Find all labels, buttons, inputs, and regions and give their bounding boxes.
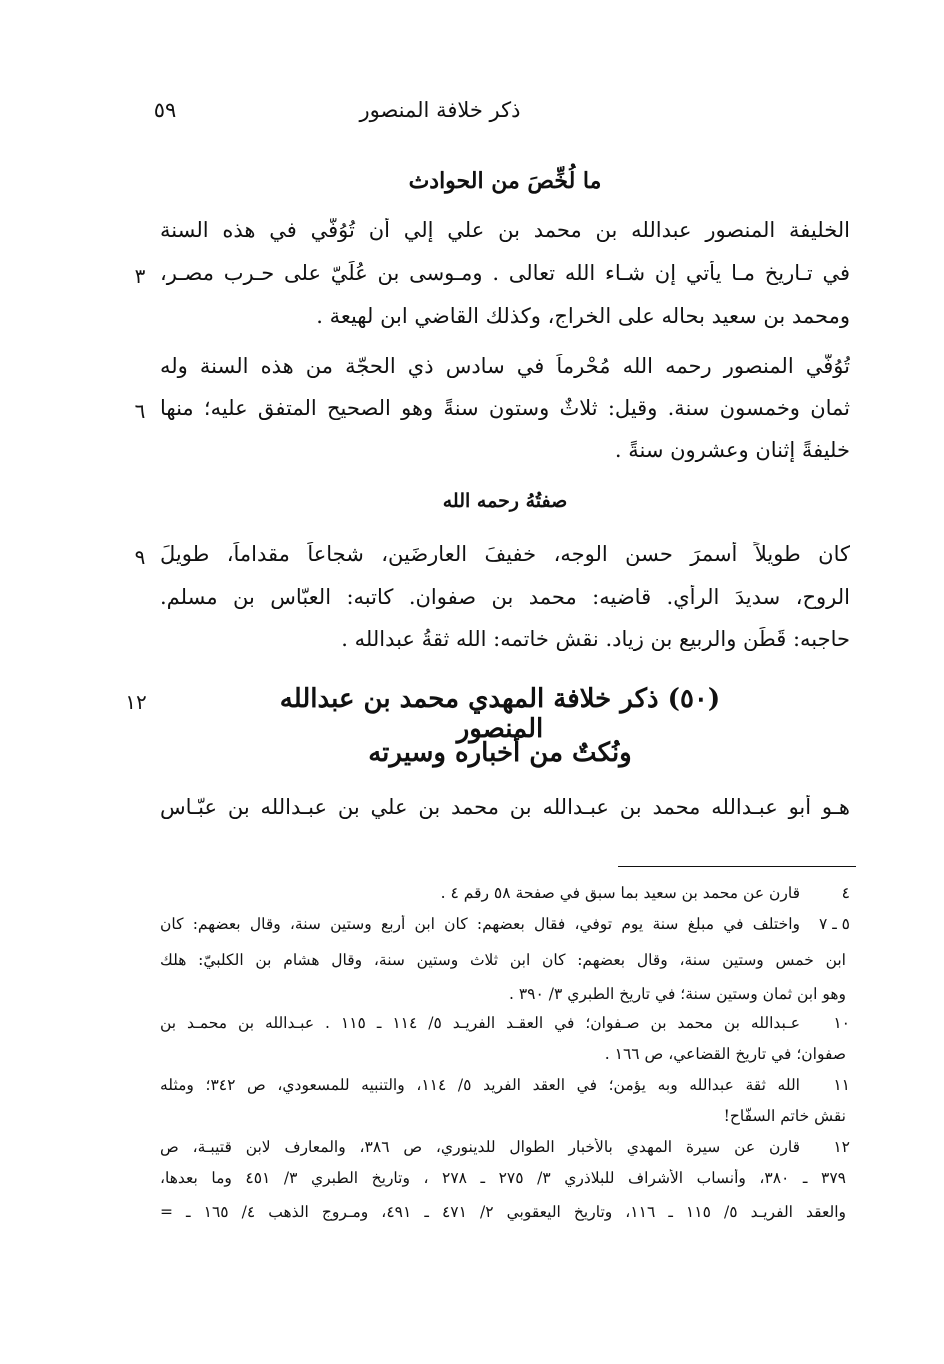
footnote-line: قارن عن سيرة المهدي بالأخبار الطوال للدينوري، ص ٣٨٦، والمعارف لابن قتيبـة، ص bbox=[160, 1138, 800, 1156]
footnote-number: ١٢ bbox=[833, 1138, 850, 1156]
margin-line-number: ٩ bbox=[134, 545, 146, 569]
footnote-line: وهو ابن ثمان وستين سنة؛ في تاريخ الطبري ٣/ ٣٩٠ . bbox=[508, 985, 846, 1003]
footnote-line: نقش خاتم السفّاح! bbox=[723, 1107, 846, 1125]
running-header-title: ذكر خلافة المنصور bbox=[359, 98, 521, 122]
section-heading-events: ما لُخِّصَ من الحوادث bbox=[408, 168, 602, 194]
margin-line-number: ١٢ bbox=[125, 690, 147, 714]
footnote-line: صفوان؛ في تاريخ القضاعي، ص ١٦٦ . bbox=[604, 1045, 846, 1063]
section-heading-description: صفتُهُ رحمه الله bbox=[442, 490, 568, 512]
paragraph-line: خليفةً إثنان وعشرون سنةً . bbox=[614, 438, 850, 462]
footnote-line: قارن عن محمد بن سعيد بما سبق في صفحة ٥٨ رقم ٤ . bbox=[440, 884, 800, 902]
paragraph-line: الروح، سديدَ الرأي. قاضيه: محمد بن صفوان. كاتبه: العبّاس بن مسلم. bbox=[160, 585, 850, 609]
page-number: ٥٩ bbox=[153, 98, 177, 122]
footnote-line: الله ثقة عبدالله وبه يؤمن؛ في العقد الفريد ٥/ ١١٤، والتنبيه للمسعودي، ص ٣٤٢؛ ومثله bbox=[160, 1076, 800, 1094]
footnote-number: ١١ bbox=[833, 1076, 850, 1094]
footnote-line: ٣٧٩ ـ ٣٨٠، وأنساب الأشراف للبلاذري ٣/ ٢٧٥ ـ ٢٧٨ ، وتاريخ الطبري ٣/ ٤٥١ وما بعدها، bbox=[160, 1169, 846, 1187]
paragraph-line: ومحمد بن سعيد بحاله على الخراج، وكذلك القاضي ابن لهيعة . bbox=[316, 304, 850, 328]
footnote-line: عـبدالله بن محمد بن صـفوان؛ في العقـد الفريـد ٥/ ١١٤ ـ ١١٥ . عبـدالله بن محمـد بن bbox=[160, 1014, 800, 1032]
footnote-number: ٥ ـ ٧ bbox=[818, 915, 850, 933]
footnote-line: واختلف في مبلغ سنة يوم توفي، فقال بعضهم: كان ابن أربع وستين سنة، وقال بعضهم: كان bbox=[160, 915, 800, 933]
paragraph-line: الخليفة المنصور عبدالله بن محمد بن علي إلي أن تُوُفّي في هذه السنة bbox=[160, 218, 850, 242]
paragraph-line: هـو أبو عبـدالله محمد بن عبـدالله بن محمد بن علي بن عبـدالله بن عبّـاس bbox=[160, 795, 850, 819]
paragraph-line: تُوُفّي المنصور رحمه الله مُحْرِماً في سادس ذي الحجّة من هذه السنة وله bbox=[160, 354, 850, 378]
footnote-separator bbox=[618, 866, 856, 867]
paragraph-line: كان طويلاً أسمرَ حسن الوجه، خفيفَ العارضَين، شجاعاً مقداماً، طويلَ bbox=[160, 542, 850, 566]
paragraph-line: ثمانٍ وخمسون سنة. وقيل: ثلاثٌ وستون سنةً وهو الصحيح المتفق عليه؛ منها bbox=[160, 396, 850, 420]
chapter-subtitle: ونُكتٌ من أخباره وسيرته bbox=[368, 738, 632, 768]
paragraph-line: حاجبه: قَطَن والربيع بن زياد. نقش خاتمه: الله ثقةُ عبدالله . bbox=[341, 627, 850, 651]
margin-line-number: ٣ bbox=[134, 264, 146, 288]
chapter-title: (٥٠) ذكر خلافة المهدي محمد بن عبدالله المنصور bbox=[279, 684, 721, 744]
footnote-number: ٤ bbox=[841, 884, 850, 902]
footnote-line: والعقد الفريـد ٥/ ١١٥ ـ ١١٦، وتاريخ اليعقوبي ٢/ ٤٧١ ـ ٤٩١، ومـروج الذهب ٤/ ١٦٥ ـ = bbox=[160, 1203, 846, 1221]
footnote-number: ١٠ bbox=[833, 1014, 850, 1032]
margin-line-number: ٦ bbox=[134, 399, 146, 423]
footnote-line: ابن خمس وستين سنة، وقال بعضهم: كان ابن ثلاث وستين سنة، وقال هشام بن الكلبيّ: هلك bbox=[160, 951, 846, 969]
paragraph-line: في تـاريخ مـا يأتي إن شـاء الله تعالى . ومـوسى بن عُلَيّ على حـرب مصـر، bbox=[160, 261, 850, 285]
